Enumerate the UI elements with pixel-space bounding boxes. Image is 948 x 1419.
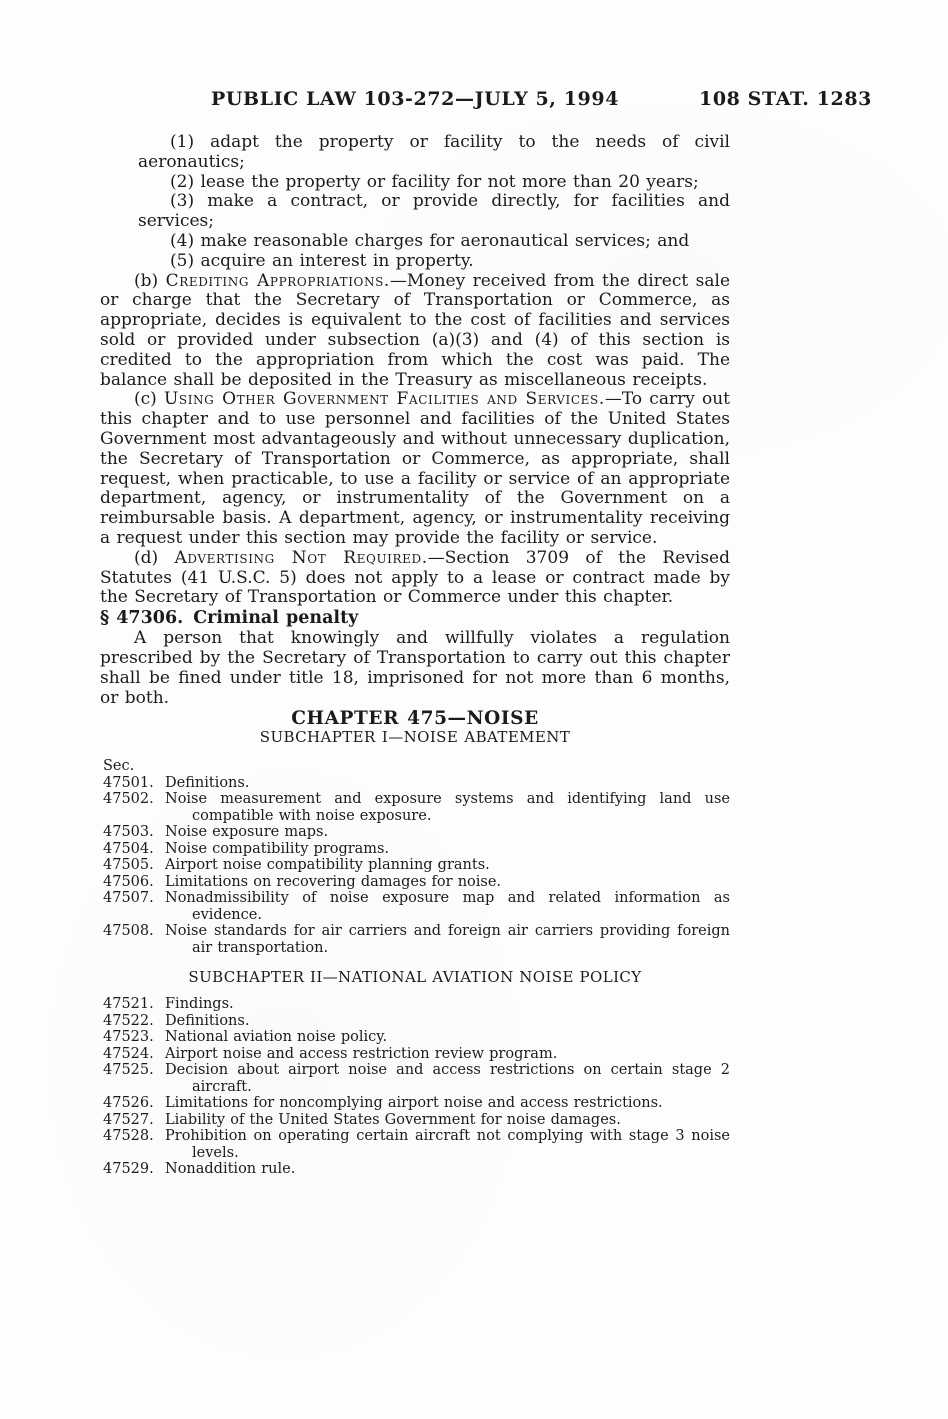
toc-entry-title: Nonadmissibility of noise exposure map and related information as evidence.	[165, 890, 730, 923]
toc-entry-47502	[100, 791, 730, 824]
subchapter-2-heading: SUBCHAPTER II—NATIONAL AVIATION NOISE POLICY	[188, 968, 642, 987]
section-paragraph: A person that knowingly and willfully violates a regulation prescribed by the Secretary of Transportation to carry out this chapter shall be fined under title 18, imprisoned for not more than 6 months, or both.	[100, 628, 730, 708]
subsection-b-text: —Money received from the direct sale or charge that the Secretary of Transportation or Commerce, as appropriate, decides is equivalent to the cost of facilities and services sold or provided under subsection (a)(3) and (4) of this section is credited to the appropriation from which the cost was paid. The balance shall be deposited in the Treasury as miscellaneous receipts.	[100, 270, 731, 390]
law-title: PUBLIC LAW 103-272—JULY 5, 1994	[210, 88, 620, 110]
toc-entry-47526	[100, 1095, 730, 1112]
toc-entry-47529	[100, 1161, 730, 1178]
toc-entry-number: 47522.	[103, 1012, 154, 1029]
toc-entry-47521	[100, 996, 730, 1013]
toc-entry-title: Definitions.	[165, 774, 250, 791]
toc-entry-title: Prohibition on operating certain aircraft not complying with stage 3 noise levels.	[165, 1128, 730, 1161]
toc-entry-47505	[100, 857, 730, 874]
page-body	[100, 133, 730, 1178]
section-heading-47306	[100, 608, 730, 629]
toc-entry-number: 47506.	[103, 873, 154, 890]
toc-entry-number: 47525.	[103, 1062, 154, 1079]
toc-entry-title: Noise exposure maps.	[165, 824, 329, 841]
toc-entry-47501	[100, 775, 730, 792]
toc-entry-47507	[100, 890, 730, 923]
subsection-d	[100, 549, 730, 608]
toc-entry-47523	[100, 1029, 730, 1046]
toc-entry-number: 47528.	[103, 1128, 154, 1145]
toc-entry-number: 47521.	[103, 996, 154, 1013]
subsection-b	[100, 272, 730, 391]
clause-item-3: (3) make a contract, or provide directly, for facilities and services;	[138, 191, 730, 232]
toc-entry-47524	[100, 1046, 730, 1063]
subsection-d-heading: Advertising Not Required.	[174, 547, 428, 568]
statute-citation: 108 STAT. 1283	[699, 88, 872, 110]
toc-sec-label: Sec.	[103, 758, 135, 775]
subsection-d-label: (d)	[134, 547, 175, 568]
subchapter-1-heading: SUBCHAPTER I—NOISE ABATEMENT	[259, 728, 571, 747]
toc-entry-title: National aviation noise policy.	[165, 1029, 388, 1046]
clause-item-5: (5) acquire an interest in property.	[170, 250, 474, 271]
toc-entry-number: 47508.	[103, 923, 154, 940]
toc-entry-47528	[100, 1128, 730, 1161]
toc-entry-title: Airport noise and access restriction review program.	[165, 1045, 558, 1062]
toc-entry-title: Noise standards for air carriers and foreign air carriers providing foreign air transportation.	[165, 923, 730, 956]
toc-entry-title: Definitions.	[165, 1012, 250, 1029]
toc-entry-47503	[100, 824, 730, 841]
subsection-c-heading: Using Other Government Facilities and Services.	[163, 389, 605, 410]
subsection-b-label: (b)	[134, 270, 166, 291]
toc-entry-title: Liability of the United States Government for noise damages.	[165, 1111, 621, 1128]
toc-entry-47508	[100, 923, 730, 956]
toc-entry-title: Nonaddition rule.	[165, 1161, 296, 1178]
toc-entry-number: 47529.	[103, 1161, 154, 1178]
toc-entry-47522	[100, 1013, 730, 1030]
clause-item-1: (1) adapt the property or facility to the needs of civil aeronautics;	[138, 132, 730, 172]
toc-entry-title: Findings.	[165, 996, 234, 1013]
clause-item-2: (2) lease the property or facility for not more than 20 years;	[170, 171, 699, 192]
section-title: Criminal penalty	[193, 608, 359, 629]
toc-entry-47527	[100, 1112, 730, 1129]
chapter-heading: CHAPTER 475—NOISE	[291, 708, 539, 730]
toc-entry-title: Airport noise compatibility planning grants.	[165, 857, 490, 874]
toc-entry-47525	[100, 1062, 730, 1095]
subsection-c-label: (c)	[134, 389, 164, 410]
subsection-c-text: —To carry out this chapter and to use personnel and facilities of the United States Government most advantageously and without unnecessary duplication, the Secretary of Transportation or Commerce, as appropriate, shall request, when practicable, to use a facility or service of an appropriate department, agency, or instrumentality of the Government on a reimbursable basis. A department, agency, or instrumentality receiving a request under this section may provide the facility or service.	[100, 389, 730, 548]
subsection-c	[100, 390, 730, 548]
toc-entry-number: 47524.	[103, 1045, 154, 1062]
toc-entry-number: 47501.	[103, 774, 154, 791]
toc-entry-title: Noise measurement and exposure systems and identifying land use compatible with noise exposure.	[165, 791, 730, 824]
toc-entry-number: 47526.	[103, 1095, 154, 1112]
subsection-b-heading: Crediting Appropriations.	[165, 270, 390, 291]
toc-entry-number: 47505.	[103, 857, 154, 874]
section-number: § 47306.	[100, 608, 184, 629]
table-of-contents	[100, 758, 730, 1178]
toc-entry-47506	[100, 874, 730, 891]
subsection-d-text: —Section 3709 of the Revised Statutes (41 U.S.C. 5) does not apply to a lease or contract made by the Secretary of Transportation or Commerce under this chapter.	[100, 547, 730, 608]
toc-entry-title: Decision about airport noise and access restrictions on certain stage 2 aircraft.	[165, 1062, 730, 1095]
running-head	[0, 88, 948, 114]
toc-entry-title: Limitations for noncomplying airport noise and access restrictions.	[165, 1095, 663, 1112]
toc-entry-47504	[100, 841, 730, 858]
toc-entry-number: 47504.	[103, 840, 154, 857]
toc-entry-number: 47507.	[103, 890, 154, 907]
toc-entry-number: 47523.	[103, 1029, 154, 1046]
clause-item-4: (4) make reasonable charges for aeronautical services; and	[170, 230, 690, 251]
toc-entry-number: 47503.	[103, 824, 154, 841]
toc-entry-title: Noise compatibility programs.	[165, 840, 390, 857]
toc-entry-number: 47502.	[103, 791, 154, 808]
toc-entry-title: Limitations on recovering damages for noise.	[165, 873, 502, 890]
toc-entry-number: 47527.	[103, 1111, 154, 1128]
